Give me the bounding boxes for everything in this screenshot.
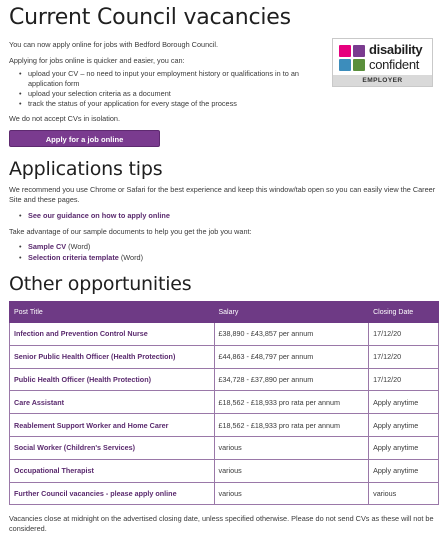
page-title: Current Council vacancies bbox=[9, 5, 291, 30]
guidance-link[interactable]: See our guidance on how to apply online bbox=[28, 211, 170, 220]
table-row bbox=[10, 414, 439, 437]
file-type-label: (Word) bbox=[66, 242, 91, 251]
table-row bbox=[10, 436, 439, 459]
closing-date-cell: 17/12/20 bbox=[369, 368, 439, 391]
badge-employer-strip: EMPLOYER bbox=[333, 75, 432, 86]
samples-list bbox=[19, 242, 439, 263]
list-item: • upload your selection criteria as a document bbox=[19, 89, 319, 99]
salary-cell: £34,728 - £37,890 per annum bbox=[214, 368, 369, 391]
list-item bbox=[19, 211, 439, 221]
apply-intro-text: Applying for jobs online is quicker and easier, you can: bbox=[9, 56, 185, 65]
opportunities-heading: Other opportunities bbox=[9, 273, 192, 295]
badge-word-disability: disability bbox=[369, 42, 423, 57]
samples-text: Take advantage of our sample documents to help you get the job you want: bbox=[9, 227, 252, 236]
file-type-label: (Word) bbox=[118, 252, 144, 262]
column-header-post-title: Post Title bbox=[10, 302, 215, 323]
disability-confident-badge bbox=[332, 38, 433, 87]
post-title-link[interactable]: Further Council vacancies - please apply online bbox=[10, 482, 215, 505]
salary-cell: various bbox=[214, 482, 369, 505]
vacancies-table bbox=[9, 301, 439, 505]
table-row bbox=[10, 345, 439, 368]
column-header-salary: Salary bbox=[214, 302, 369, 323]
footnote-text: Vacancies close at midnight on the advertised closing date, unless specified otherwise. Please do not send CVs as these will not be considered. bbox=[9, 514, 434, 533]
badge-square-icon bbox=[339, 45, 351, 57]
post-title-link[interactable]: Occupational Therapist bbox=[10, 459, 215, 482]
table-row bbox=[10, 323, 439, 346]
table-row bbox=[10, 482, 439, 505]
badge-icons bbox=[339, 45, 366, 73]
closing-date-cell: various bbox=[369, 482, 439, 505]
list-item bbox=[19, 253, 439, 264]
table-row bbox=[10, 459, 439, 482]
sample-cv-link[interactable]: Sample CV bbox=[28, 242, 67, 251]
badge-square-icon bbox=[353, 45, 365, 57]
closing-date-cell: Apply anytime bbox=[369, 459, 439, 482]
closing-date-cell: Apply anytime bbox=[369, 391, 439, 414]
closing-date-cell: 17/12/20 bbox=[369, 323, 439, 346]
badge-word-confident: confident bbox=[369, 57, 420, 72]
salary-cell: various bbox=[214, 459, 369, 482]
no-cv-note: We do not accept CVs in isolation. bbox=[9, 114, 120, 123]
closing-date-cell: 17/12/20 bbox=[369, 345, 439, 368]
list-item bbox=[19, 242, 439, 253]
salary-cell: £18,562 - £18,933 pro rata per annum bbox=[214, 414, 369, 437]
post-title-link[interactable]: Public Health Officer (Health Protection) bbox=[10, 368, 215, 391]
salary-cell: £18,562 - £18,933 pro rata per annum bbox=[214, 391, 369, 414]
apply-online-button[interactable]: Apply for a job online bbox=[9, 130, 160, 147]
badge-square-icon bbox=[353, 59, 365, 71]
closing-date-cell: Apply anytime bbox=[369, 436, 439, 459]
table-row bbox=[10, 368, 439, 391]
intro-text: You can now apply online for jobs with Bedford Borough Council. bbox=[9, 40, 219, 49]
salary-cell: £44,863 - £48,797 per annum bbox=[214, 345, 369, 368]
badge-square-icon bbox=[339, 59, 351, 71]
list-item: • upload your CV – no need to input your employment history or qualifications in to an application form bbox=[19, 69, 319, 89]
table-header-row bbox=[10, 302, 439, 323]
table-row bbox=[10, 391, 439, 414]
tips-heading: Applications tips bbox=[9, 158, 163, 180]
selection-criteria-link[interactable]: Selection criteria template bbox=[28, 252, 119, 262]
post-title-link[interactable]: Infection and Prevention Control Nurse bbox=[10, 323, 215, 346]
salary-cell: various bbox=[214, 436, 369, 459]
post-title-link[interactable]: Reablement Support Worker and Home Carer bbox=[10, 414, 215, 437]
column-header-closing-date: Closing Date bbox=[369, 302, 439, 323]
post-title-link[interactable]: Senior Public Health Officer (Health Protection) bbox=[10, 345, 215, 368]
guidance-list bbox=[19, 211, 439, 221]
salary-cell: £38,890 - £43,857 per annum bbox=[214, 323, 369, 346]
list-item: • track the status of your application for every stage of the process bbox=[19, 99, 319, 109]
post-title-link[interactable]: Care Assistant bbox=[10, 391, 215, 414]
post-title-link[interactable]: Social Worker (Children's Services) bbox=[10, 436, 215, 459]
closing-date-cell: Apply anytime bbox=[369, 414, 439, 437]
tips-text: We recommend you use Chrome or Safari for the best experience and keep this window/tab open so you can easily view the Career Site and these pages. bbox=[9, 185, 436, 204]
